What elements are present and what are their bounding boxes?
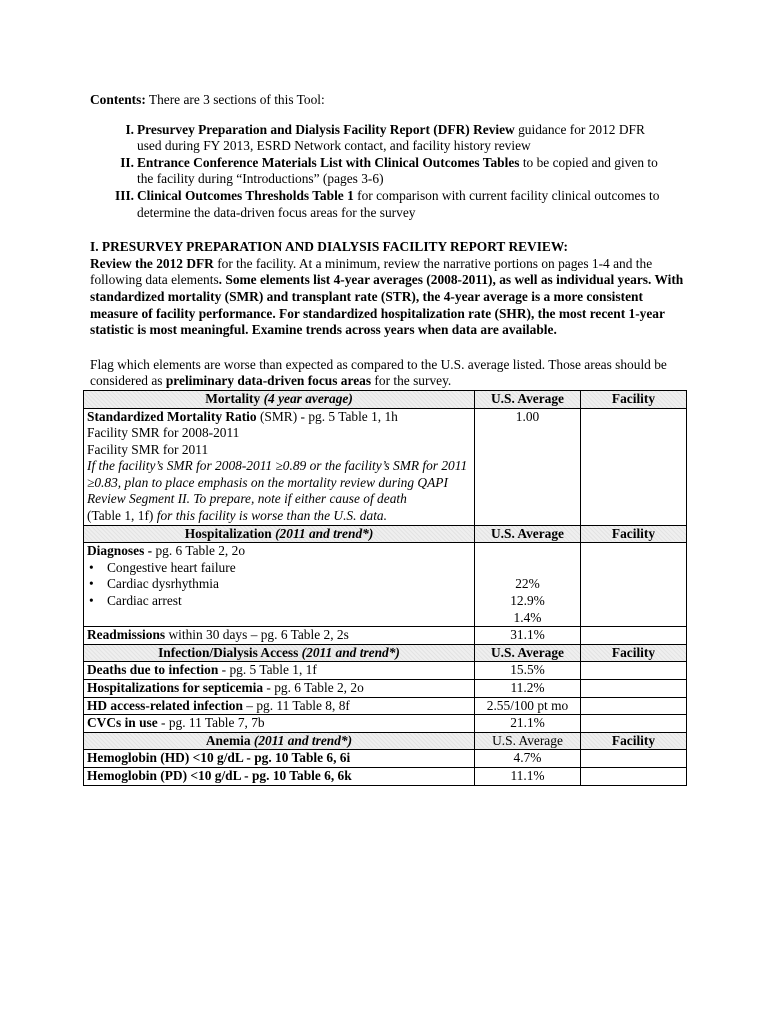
us-value: 31.1% (475, 627, 581, 645)
contents-line (90, 92, 686, 109)
section-item (90, 122, 686, 155)
us-value: 2.55/100 pt mo (475, 697, 581, 715)
outcomes-table (83, 390, 687, 786)
section-title: Presurvey Preparation and Dialysis Facility Report (DFR) Review (137, 121, 515, 137)
section-title: Entrance Conference Materials List with Clinical Outcomes Tables (137, 154, 520, 170)
infection-header: Infection/Dialysis Access (2011 and trend*) (84, 644, 475, 662)
facility-value[interactable] (581, 408, 687, 525)
section-desc-line2: determine the data-driven focus areas for the survey (137, 204, 416, 220)
table-header-row (84, 644, 687, 662)
review-bold-text: . Some elements list 4-year averages (2008-2011), as well as individual years. With standardized mortality (SMR) and transplant rate (STR), the 4-year average is a more consistent measure of facility performance. For standardized hospitalization rate (SHR), the most recent 1-year statistic is most meaningful. Examine trends across years when data are available. (90, 272, 684, 338)
us-value: 11.1% (475, 767, 581, 785)
us-value: 1.00 (475, 408, 581, 525)
readmissions-cell: Readmissions within 30 days – pg. 6 Table 2, 2s (84, 627, 475, 645)
section-desc-line2: the facility during “Introductions” (pages 3-6) (137, 171, 384, 187)
facility-header: Facility (581, 644, 687, 662)
list-item: • Cardiac arrest (107, 593, 471, 610)
facility-value[interactable] (581, 662, 687, 680)
table-row: Hemoglobin (HD) <10 g/dL - pg. 10 Table 6, 6i 4.7% (84, 750, 687, 768)
review-bold: Review the 2012 DFR (90, 255, 214, 271)
section-list (90, 122, 686, 222)
section-number: III. (115, 187, 134, 203)
section-title: Clinical Outcomes Thresholds Table 1 (137, 187, 354, 203)
diagnoses-cell: Diagnoses - pg. 6 Table 2, 2o • Congestive heart failure • Cardiac dysrhythmia • Cardiac arrest (84, 543, 475, 627)
table-header-row (84, 525, 687, 543)
list-item: • Congestive heart failure (107, 560, 471, 577)
facility-value[interactable] (581, 767, 687, 785)
section-number: II. (120, 154, 134, 170)
table-row: Deaths due to infection - pg. 5 Table 1, 1f 15.5% (84, 662, 687, 680)
table-row (84, 543, 687, 627)
table-row: Hemoglobin (PD) <10 g/dL - pg. 10 Table 6, 6k 11.1% (84, 767, 687, 785)
section-desc: for comparison with current facility clinical outcomes to (353, 187, 660, 203)
us-value: 21.1% (475, 715, 581, 733)
table-row (84, 627, 687, 645)
list-item: • Cardiac dysrhythmia (107, 576, 471, 593)
us-average-header: U.S. Average (475, 390, 581, 408)
facility-value[interactable] (581, 543, 687, 627)
table-header-row (84, 732, 687, 750)
document-page (87, 92, 686, 786)
flag-end: for the survey. (371, 373, 452, 389)
table-row: Hospitalizations for septicemia - pg. 6 Table 2, 2o 11.2% (84, 680, 687, 698)
facility-value[interactable] (581, 697, 687, 715)
section1-intro (90, 239, 686, 339)
hospitalization-header: Hospitalization (2011 and trend*) (84, 525, 475, 543)
facility-value[interactable] (581, 750, 687, 768)
smr-cell: Standardized Mortality Ratio (SMR) - pg. 5 Table 1, 1h Facility SMR for 2008-2011 Facility SMR for 2011 If the facility’s SMR for 2008-2011 ≥0.89 or the facility’s SMR for 2011 ≥0.83, plan to place emphasis on the mortality review during QAPI Review Segment II. To prepare, note if either cause of death (Table 1, 1f) for this facility is worse than the U.S. data. (84, 408, 475, 525)
table-row: CVCs in use - pg. 11 Table 7, 7b 21.1% (84, 715, 687, 733)
us-average-header: U.S. Average (475, 525, 581, 543)
section-desc: guidance for 2012 DFR (514, 121, 645, 137)
facility-value[interactable] (581, 715, 687, 733)
review-text: for the facility. At a minimum, review the narrative portions on pages 1-4 and the following data elements (90, 255, 653, 288)
us-average-header: U.S. Average (475, 644, 581, 662)
us-value: 15.5% (475, 662, 581, 680)
mortality-header: Mortality (4 year average) (84, 390, 475, 408)
flag-bold: preliminary data-driven focus areas (165, 373, 372, 389)
facility-value[interactable] (581, 627, 687, 645)
facility-header: Facility (581, 390, 687, 408)
facility-header: Facility (581, 525, 687, 543)
section-desc-line2: used during FY 2013, ESRD Network contact, and facility history review (137, 138, 531, 154)
table-row: HD access-related infection – pg. 11 Table 8, 8f 2.55/100 pt mo (84, 697, 687, 715)
us-value: 22% 12.9% 1.4% (475, 543, 581, 627)
section-item (90, 188, 686, 221)
anemia-header: Anemia (2011 and trend*) (84, 732, 475, 750)
contents-label: Contents: (90, 92, 146, 107)
table-row (84, 408, 687, 525)
facility-value[interactable] (581, 680, 687, 698)
facility-header: Facility (581, 732, 687, 750)
contents-text: There are 3 sections of this Tool: (148, 92, 325, 107)
section-desc: to be copied and given to (519, 154, 658, 170)
section-number: I. (125, 121, 134, 137)
diagnoses-list (87, 560, 471, 610)
section1-heading: I. PRESURVEY PREPARATION AND DIALYSIS FACILITY REPORT REVIEW: (90, 239, 568, 255)
us-value: 11.2% (475, 680, 581, 698)
flag-text: Flag which elements are worse than expected as compared to the U.S. average listed. Those areas should be considered as (90, 356, 667, 389)
flag-paragraph (90, 357, 686, 390)
section-item (90, 155, 686, 188)
us-average-header: U.S. Average (475, 732, 581, 750)
table-header-row (84, 390, 687, 408)
us-value: 4.7% (475, 750, 581, 768)
